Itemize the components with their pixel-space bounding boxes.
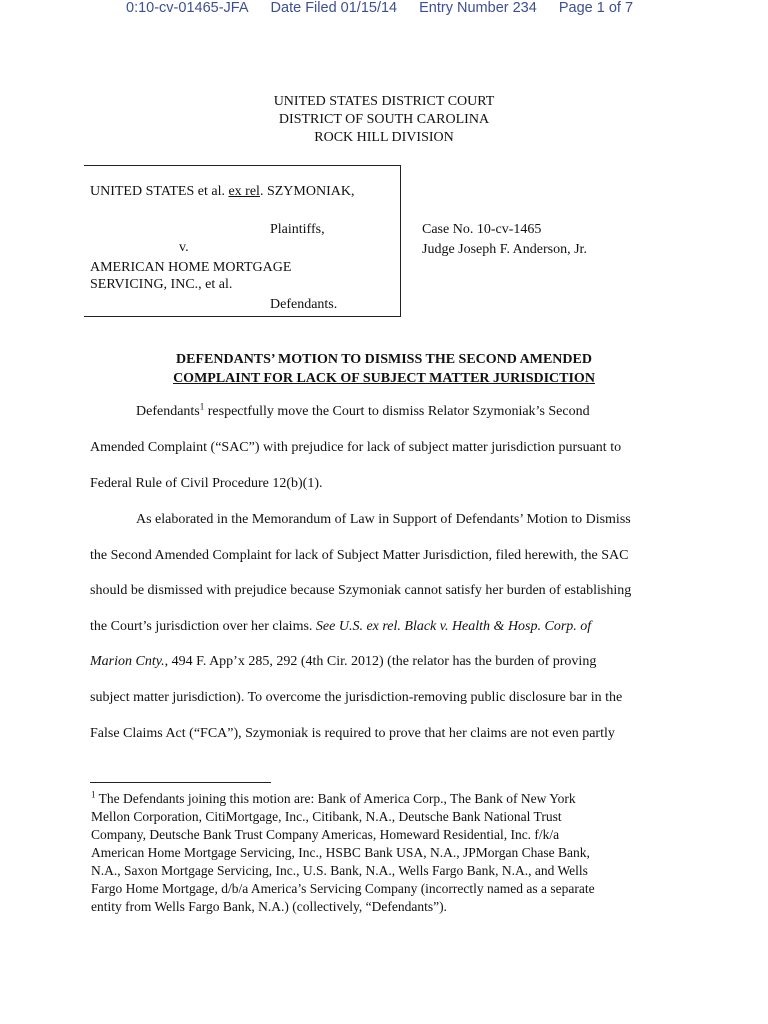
footnote-line-2: Mellon Corporation, CitiMortgage, Inc., Citibank, N.A., Deutsche Bank National Trust — [91, 809, 562, 824]
footnote-line-6: Fargo Home Mortgage, d/b/a America’s Servicing Company (incorrectly named as a separate — [91, 881, 595, 896]
motion-title-line2: COMPLAINT FOR LACK OF SUBJECT MATTER JURISDICTION — [173, 371, 595, 386]
stamp-case-number: 0:10-cv-01465-JFA — [126, 0, 249, 16]
caption-defendants-label: Defendants. — [270, 297, 338, 312]
court-heading — [0, 93, 768, 147]
footnote-marker: 1 — [91, 789, 96, 800]
paragraph-2-line7: False Claims Act (“FCA”), Szymoniak is required to prove that her claims are not even partly — [90, 726, 615, 741]
court-division: ROCK HILL DIVISION — [314, 130, 454, 145]
footnote-line-5: N.A., Saxon Mortgage Servicing, Inc., U.S. Bank, N.A., Wells Fargo Bank, N.A., and Wells — [91, 863, 588, 878]
footnote-line-1: The Defendants joining this motion are: Bank of America Corp., The Bank of New York — [95, 791, 576, 806]
footnote-line — [91, 790, 671, 808]
caption-defendant-line1: AMERICAN HOME MORTGAGE — [90, 260, 292, 275]
footnote-separator — [90, 782, 271, 783]
judge-name: Judge Joseph F. Anderson, Jr. — [422, 242, 587, 257]
motion-title-line1: DEFENDANTS’ MOTION TO DISMISS THE SECOND AMENDED — [176, 352, 592, 367]
paragraph-1-line2: Amended Complaint (“SAC”) with prejudice for lack of subject matter jurisdiction pursuant to — [90, 440, 622, 455]
caption-ex-rel: ex rel — [228, 184, 260, 199]
paragraph-2-line1: As elaborated in the Memorandum of Law in Support of Defendants’ Motion to Dismiss — [136, 512, 631, 527]
paragraph-1-line1 — [136, 401, 590, 420]
filing-stamp — [126, 0, 726, 18]
caption-plaintiff-suffix: . SZYMONIAK, — [259, 184, 355, 199]
motion-title — [0, 350, 768, 388]
paragraph-2-line6: subject matter jurisdiction). To overcome the jurisdiction-removing public disclosure bar in the — [90, 690, 623, 705]
footnote-1 — [91, 790, 671, 916]
p1-line1-pre: Defendants — [136, 404, 200, 419]
caption-plaintiff — [90, 183, 354, 201]
paragraph-1-line3: Federal Rule of Civil Procedure 12(b)(1). — [90, 476, 323, 491]
paragraph-2-line3: should be dismissed with prejudice because Szymoniak cannot satisfy her burden of establishing — [90, 583, 632, 598]
p2-line5-post: , 494 F. App’x 285, 292 (4th Cir. 2012) (the relator has the burden of proving — [164, 654, 597, 669]
footnote-line-4: American Home Mortgage Servicing, Inc., HSBC Bank USA, N.A., JPMorgan Chase Bank, — [91, 845, 590, 860]
footnote-marker-ref: 1 — [199, 401, 205, 412]
p2-line4-citation: See U.S. ex rel. Black v. Health & Hosp. Corp. of — [315, 619, 592, 634]
court-name: UNITED STATES DISTRICT COURT — [273, 94, 495, 109]
caption-plaintiffs-label: Plaintiffs, — [270, 222, 325, 237]
footnote-line-7: entity from Wells Fargo Bank, N.A.) (collectively, “Defendants”). — [91, 899, 447, 914]
stamp-date-filed: Date Filed 01/15/14 — [270, 0, 398, 16]
paragraph-2-line4 — [90, 619, 591, 635]
p2-line5-citation: Marion Cnty. — [90, 654, 165, 669]
case-number: Case No. 10-cv-1465 — [422, 222, 542, 237]
stamp-entry-number: Entry Number 234 — [419, 0, 537, 16]
footnote-line-3: Company, Deutsche Bank Trust Company Americas, Homeward Residential, Inc. f/k/a — [91, 827, 560, 842]
p1-line1-post: respectfully move the Court to dismiss Relator Szymoniak’s Second — [204, 404, 590, 419]
stamp-page-count: Page 1 of 7 — [558, 0, 634, 16]
caption-versus: v. — [179, 240, 189, 255]
caption-plaintiff-prefix: UNITED STATES et al. — [90, 184, 229, 199]
caption-defendant-line2: SERVICING, INC., et al. — [90, 277, 233, 292]
paragraph-2-line5 — [90, 654, 596, 670]
paragraph-2-line2: the Second Amended Complaint for lack of Subject Matter Jurisdiction, filed herewith, the SAC — [90, 548, 629, 563]
court-district: DISTRICT OF SOUTH CAROLINA — [278, 112, 490, 127]
p2-line4-pre: the Court’s jurisdiction over her claims. — [90, 619, 316, 634]
